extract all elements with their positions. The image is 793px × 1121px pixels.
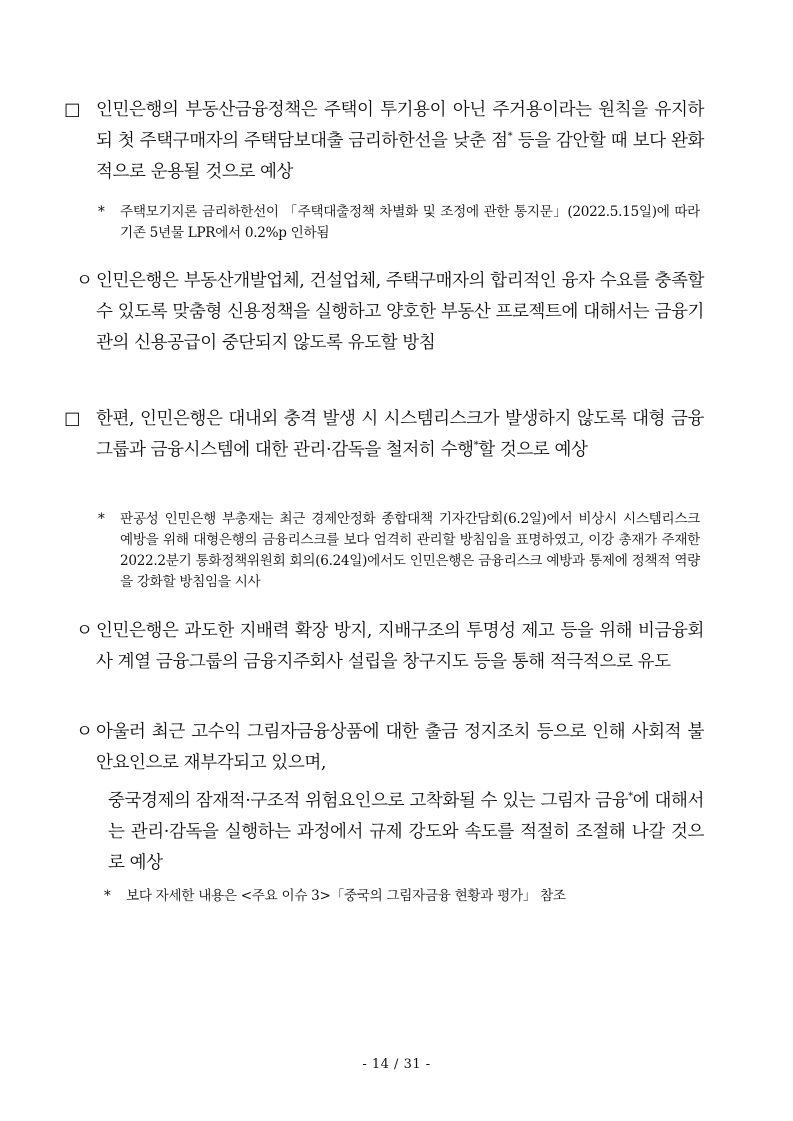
- footnote-text: 보다 자세한 내용은 <주요 이슈 3>「중국의 그림자금융 현황과 평가」 참조: [126, 888, 566, 904]
- footnote-vice-governor: [100, 509, 700, 593]
- paragraph-credit-policy: [64, 266, 704, 359]
- paragraph-shadow-banking-outlook: [64, 786, 704, 879]
- square-bullet-icon: □: [64, 100, 81, 120]
- footnote-marker: *: [628, 791, 633, 802]
- paragraph-text: [108, 786, 704, 879]
- circle-bullet-icon: ㅇ: [76, 621, 93, 641]
- circle-bullet-icon: ㅇ: [76, 722, 93, 742]
- footnote-text: 주택모기지론 금리하한선이 「주택대출정책 차별화 및 조정에 관한 통지문」(2022.5.15일)에 따라 기존 5년물 LPR에서 0.2%p 인하됨: [120, 204, 700, 241]
- circle-bullet-icon: ㅇ: [76, 271, 93, 291]
- asterisk-icon: *: [98, 511, 105, 527]
- paragraph-shadow-products: [64, 717, 704, 779]
- paragraph-text: [96, 404, 704, 466]
- footnote-reference: [106, 886, 706, 907]
- footnote-text: 판공성 인민은행 부총재는 최근 경제안정화 종합대책 기자간담회(6.2일)에서 비상시 시스템리스크 예방을 위해 대형은행의 금융리스크를 보다 엄격히 관리할 방침임을 표명하였고, 이강 총재가 주재한 2022.2분기 통화정책위원회 회의(6.24일)에서도 인민은행은 금융리스크 예방과 통제에 정책적 역량을 강화할 방침임을 시사: [120, 511, 700, 590]
- square-bullet-icon: □: [64, 409, 81, 429]
- paragraph-financial-holding: [64, 616, 704, 678]
- footnote-marker: *: [473, 440, 479, 451]
- footnote-marker: *: [507, 131, 513, 142]
- page-number: - 14 / 31 -: [362, 1057, 431, 1072]
- paragraph-text: [96, 95, 704, 188]
- paragraph-text-part: 한편, 인민은행은 대내외 충격 발생 시 시스템리스크가 발생하지 않도록 대형 금융그룹과 금융시스템에 대한 관리·감독을 철저히 수행: [96, 409, 704, 460]
- paragraph-text-part: 중국경제의 잠재적·구조적 위험요인으로 고착화될 수 있는 그림자 금융: [108, 791, 629, 811]
- paragraph-text-part: 인민은행의 부동산금융정책은 주택이 투기용이 아닌 주거용이라는 원칙을 유지하되 첫 주택구매자의 주택담보대출 금리하한선을 낮춘 점: [96, 100, 704, 151]
- paragraph-text: 인민은행은 부동산개발업체, 건설업체, 주택구매자의 합리적인 융자 수요를 충족할 수 있도록 맞춤형 신용정책을 실행하고 양호한 부동산 프로젝트에 대해서는 금융기관의 신용공급이 중단되지 않도록 유도할 방침: [96, 271, 704, 353]
- paragraph-systemic-risk: [64, 404, 704, 466]
- paragraph-text-part: 할 것으로 예상: [478, 440, 588, 460]
- paragraph-text: 인민은행은 과도한 지배력 확장 방지, 지배구조의 투명성 제고 등을 위해 비금융회사 계열 금융그룹의 금융지주회사 설립을 창구지도 등을 통해 적극적으로 유도: [96, 621, 704, 672]
- asterisk-icon: *: [104, 888, 111, 904]
- footnote-mortgage-rate: [100, 202, 700, 244]
- paragraph-text: 아울러 최근 고수익 그림자금융상품에 대한 출금 정지조치 등으로 인해 사회적 불안요인으로 재부각되고 있으며,: [96, 722, 704, 773]
- paragraph-text-part: 에 대해서는 관리·감독을 실행하는 과정에서 규제 강도와 속도를 적절히 조절해 나갈 것으로 예상: [108, 791, 704, 873]
- asterisk-icon: *: [98, 204, 105, 220]
- paragraph-text-part: 등을 감안할 때 보다 완화적으로 운용될 것으로 예상: [96, 131, 704, 182]
- paragraph-monetary-housing-policy: [64, 95, 704, 188]
